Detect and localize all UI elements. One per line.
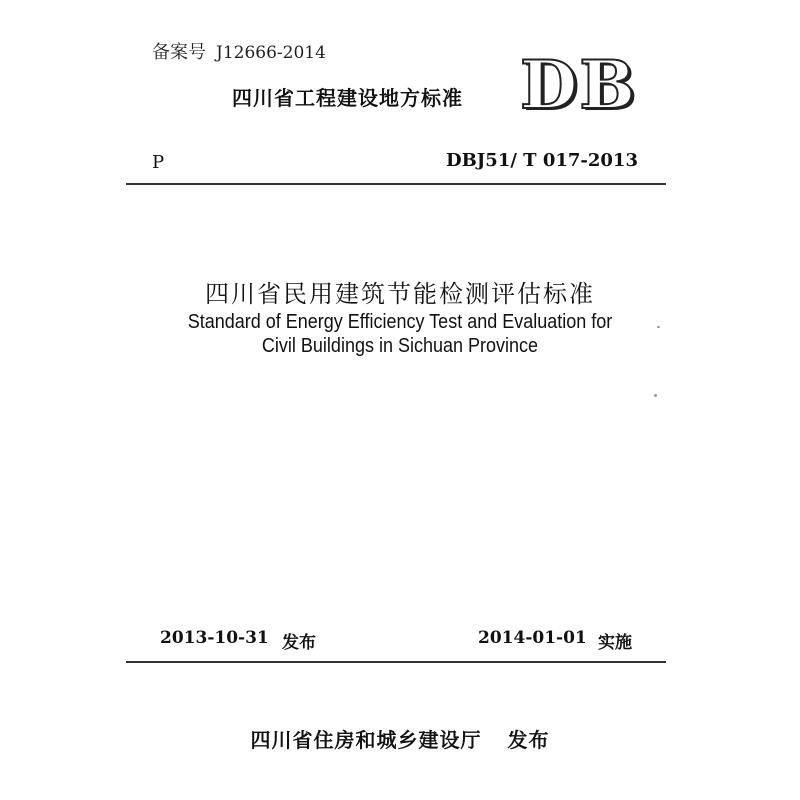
title-chinese: 四川省民用建筑节能检测评估标准 — [205, 280, 595, 308]
title-english — [0, 310, 800, 358]
divider-bottom — [126, 661, 666, 663]
effective-label: 实施 — [598, 633, 632, 653]
issuer-action: 发布 — [507, 728, 550, 752]
paper-speck — [654, 394, 657, 397]
classification-code: P — [152, 152, 165, 173]
title-english-line1: Standard of Energy Efficiency Test and Evaluation for — [187, 311, 613, 333]
standard-number: DBJ51/ T 017-2013 — [445, 150, 638, 171]
title-english-line2: Civil Buildings in Sichuan Province — [261, 335, 539, 357]
standard-category: 四川省工程建设地方标准 — [232, 86, 463, 110]
paper-speck — [657, 326, 660, 328]
record-code: J12666-2014 — [216, 43, 326, 63]
publish-date: 2013-10-31 — [160, 628, 269, 648]
publish-label: 发布 — [282, 633, 316, 653]
issuing-authority — [0, 724, 800, 753]
divider-top — [126, 183, 666, 185]
issuer-name: 四川省住房和城乡建设厅 — [250, 728, 482, 752]
record-number — [152, 38, 326, 64]
effective-date: 2014-01-01 — [478, 628, 587, 648]
db-logo: DB — [520, 46, 638, 124]
record-label: 备案号 — [152, 42, 206, 63]
